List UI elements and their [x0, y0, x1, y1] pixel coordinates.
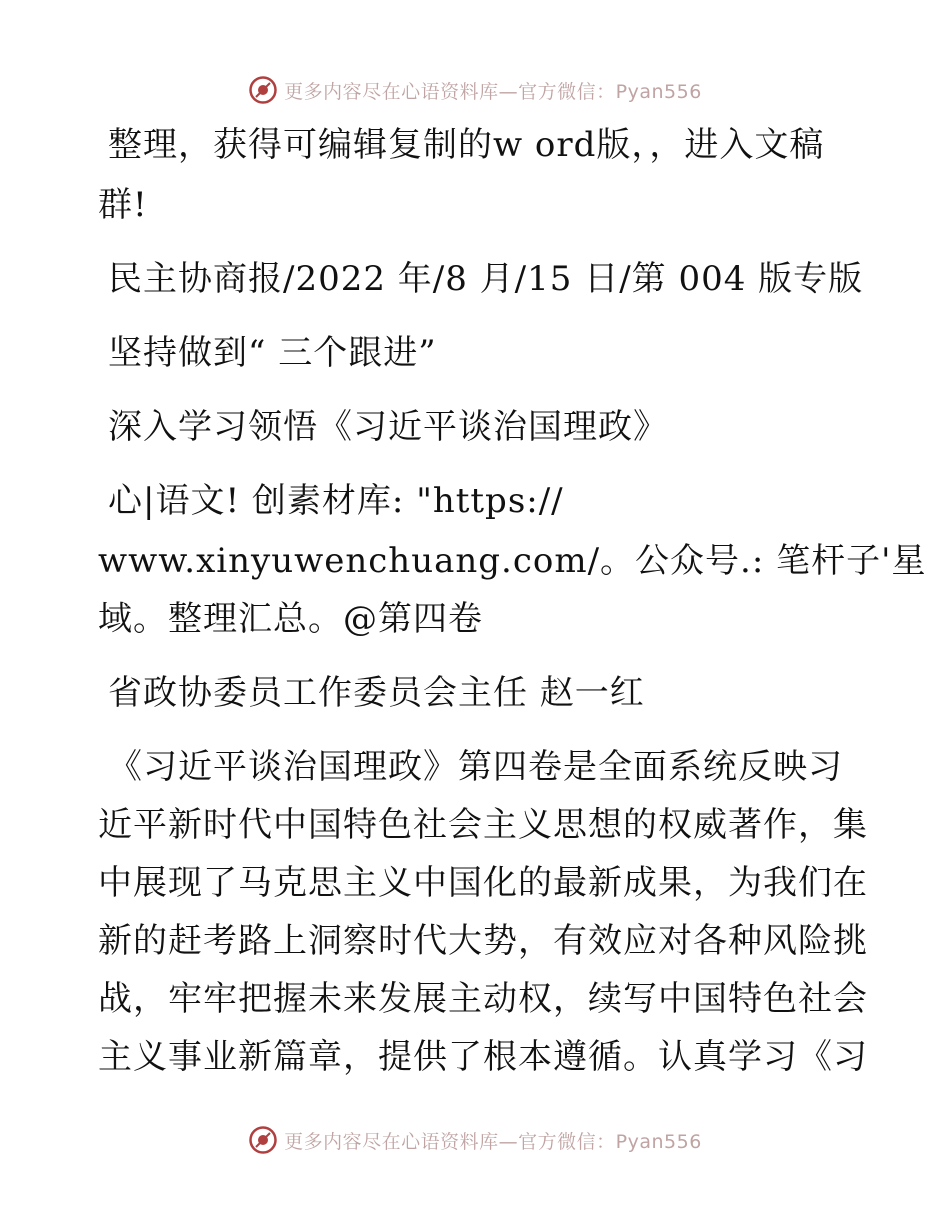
body-line: 《习近平谈治国理政》第四卷是全面系统反映习 — [108, 747, 843, 787]
body-line: 近平新时代中国特色社会主义思想的权威著作，集 — [98, 805, 868, 845]
red-seal-logo-icon — [248, 1125, 278, 1155]
body-line: 战，牢牢把握未来发展主动权，续写中国特色社会 — [98, 979, 868, 1019]
note-line-3: 域。整理汇总。@第四卷 — [98, 599, 483, 639]
footer-banner — [0, 1120, 950, 1160]
note-line-2: www.xinyuwenchuang.com/。公众号.: 笔杆子'星 — [98, 541, 927, 581]
headline: 坚持做到“ 三个跟进” — [108, 333, 437, 373]
intro-line-1: 整理，获得可编辑复制的w ord版，，进入文稿 — [108, 125, 825, 165]
body-line: 主义事业新篇章，提供了根本遵循。认真学习《习 — [98, 1037, 868, 1077]
body-line: 中展现了马克思主义中国化的最新成果，为我们在 — [98, 863, 868, 903]
author-line: 省政协委员工作委员会主任 赵一红 — [108, 673, 645, 713]
subheadline: 深入学习领悟《习近平谈治国理政》 — [108, 407, 668, 447]
red-seal-logo-icon — [248, 75, 278, 105]
header-banner — [0, 70, 950, 110]
intro-line-2: 群! — [98, 185, 148, 225]
header-banner-text: 更多内容尽在心语资料库—官方微信：Pyan556 — [284, 80, 702, 103]
source-line: 民主协商报/2022 年/8 月/15 日/第 004 版专版 — [108, 259, 864, 299]
body-line: 新的赶考路上洞察时代大势，有效应对各种风险挑 — [98, 921, 868, 961]
footer-banner-text: 更多内容尽在心语资料库—官方微信：Pyan556 — [284, 1130, 702, 1153]
note-line-1: 心|语文! 创素材库: "https:// — [108, 481, 564, 521]
